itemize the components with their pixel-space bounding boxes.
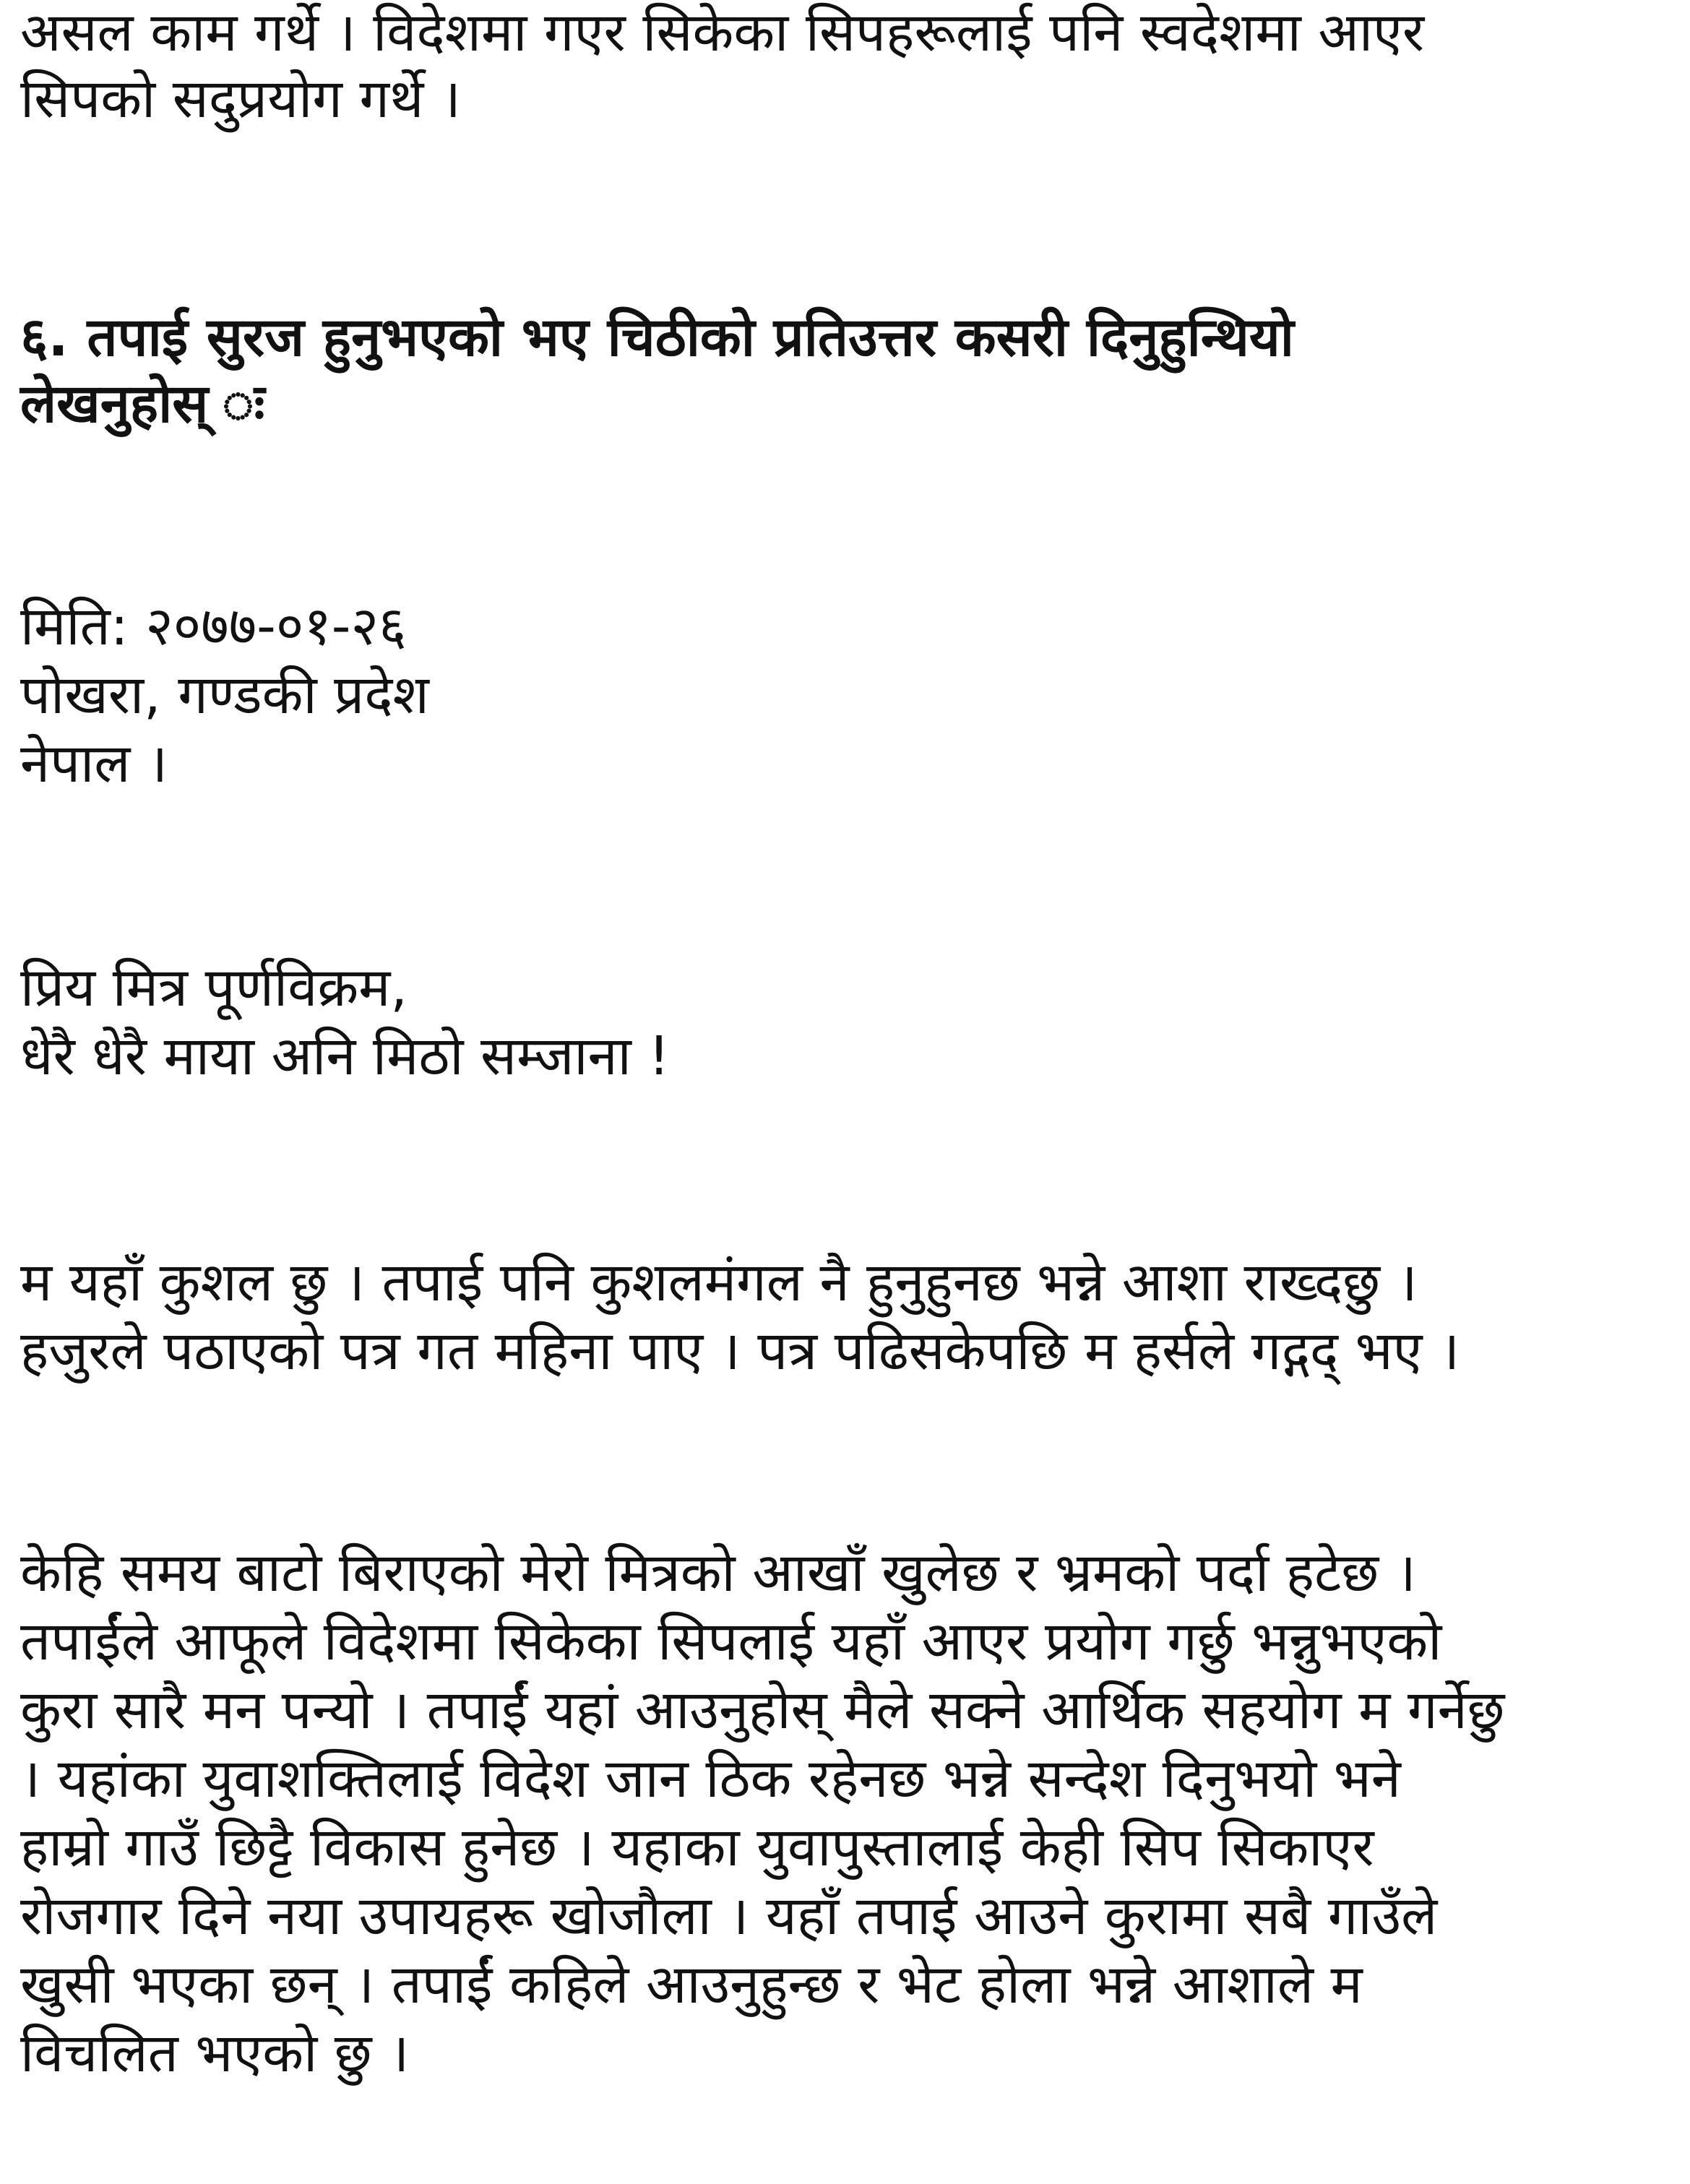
paragraph-1-line-2: हजुरले पठाएको पत्र गत महिना पाए । पत्र पढिसकेपछि म हर्सले गद्गद् भए ।: [20, 1320, 1460, 1382]
paragraph-1-line-1: म यहाँ कुशल छु । तपाई पनि कुशलमंगल नै हुनुहुनछ भन्ने आशा राख्दछु ।: [20, 1251, 1418, 1313]
paragraph-2-line-3: कुरा सारै मन पन्यो । तपाईं यहां आउनुहोस् मैले सक्ने आर्थिक सहयोग म गर्नेछु: [20, 1679, 1505, 1741]
paragraph-2-line-2: तपाईंले आफूले विदेशमा सिकेका सिपलाई यहाँ आएर प्रयोग गर्छु भन्नुभएको: [20, 1610, 1442, 1672]
paragraph-2-line-6: रोजगार दिने नया उपायहरू खोजौला । यहाँ तपाई आउने कुरामा सबै गाउँले: [20, 1885, 1438, 1947]
letter-country: नेपाल ।: [20, 733, 168, 795]
paragraph-2-line-1: केहि समय बाटो बिराएको मेरो मित्रको आखाँ खुलेछ र भ्रमको पर्दा हटेछ ।: [20, 1542, 1416, 1604]
letter-date: मिति: २०७७-०१-२६: [20, 595, 407, 657]
salutation-greeting: धेरै धेरै माया अनि मिठो सम्जाना !: [20, 1025, 670, 1087]
paragraph-2-line-4: । यहांका युवाशक्तिलाई विदेश जान ठिक रहेनछ भन्ने सन्देश दिनुभयो भने: [20, 1748, 1401, 1810]
paragraph-2-line-5: हाम्रो गाउँ छिट्टै विकास हुनेछ । यहाका युवापुस्तालाई केही सिप सिकाएर: [20, 1816, 1374, 1878]
question-line-1: ६. तपाई सुरज हुनुभएको भए चिठीको प्रतिउत्तर कसरी दिनुहुन्थियो: [20, 306, 1294, 368]
question-line-2: लेखनुहोस् ः: [20, 373, 265, 435]
letter-location: पोखरा, गण्डकी प्रदेश: [20, 664, 429, 726]
paragraph-2-line-7: खुसी भएका छन् । तपाईं कहिले आउनुहुन्छ र भेट होला भन्ने आशाले म: [20, 1954, 1363, 2016]
paragraph-2-line-8: विचलित भएको छु ।: [20, 2022, 410, 2084]
intro-line-2: सिपको सदुप्रयोग गर्थे ।: [20, 68, 461, 130]
salutation-address: प्रिय मित्र पूर्णविक्रम,: [20, 957, 408, 1019]
intro-line-1: असल काम गर्थे । विदेशमा गएर सिकेका सिपहरूलाई पनि स्वदेशमा आएर: [20, 1, 1425, 64]
